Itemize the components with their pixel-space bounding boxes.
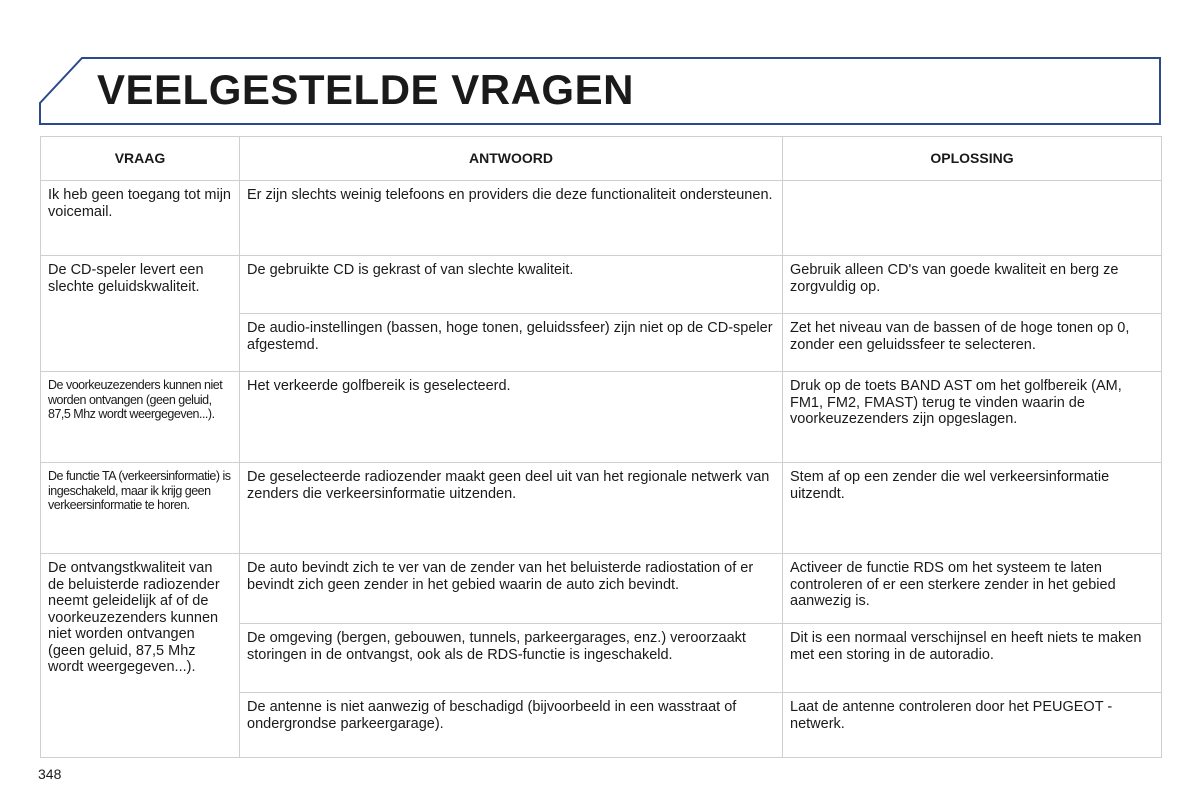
question-cell: Ik heb geen toegang tot mijn voicemail.: [41, 181, 240, 256]
answer-cell: De antenne is niet aanwezig of beschadigd (bijvoorbeeld in een wasstraat of ondergrondse parkeergarage).: [240, 693, 783, 758]
column-header-solution: OPLOSSING: [783, 137, 1162, 181]
solution-cell: Druk op de toets BAND AST om het golfbereik (AM, FM1, FM2, FMAST) terug te vinden waarin de voorkeuzezenders zijn opgeslagen.: [783, 372, 1162, 463]
column-header-question: VRAAG: [41, 137, 240, 181]
answer-cell: De audio-instellingen (bassen, hoge tonen, geluidssfeer) zijn niet op de CD-speler afgestemd.: [240, 314, 783, 372]
table-row: [41, 181, 1162, 256]
table-row: [41, 256, 1162, 314]
table-row: [41, 554, 1162, 624]
answer-cell: De geselecteerde radiozender maakt geen deel uit van het regionale netwerk van zenders die verkeersinformatie uitzenden.: [240, 463, 783, 554]
faq-table: [40, 136, 1162, 758]
answer-cell: Er zijn slechts weinig telefoons en providers die deze functionaliteit ondersteunen.: [240, 181, 783, 256]
solution-cell: Stem af op een zender die wel verkeersinformatie uitzendt.: [783, 463, 1162, 554]
column-header-answer: ANTWOORD: [240, 137, 783, 181]
answer-cell: De gebruikte CD is gekrast of van slechte kwaliteit.: [240, 256, 783, 314]
solution-cell: Dit is een normaal verschijnsel en heeft niets te maken met een storing in de autoradio.: [783, 624, 1162, 693]
question-cell: De ontvangstkwaliteit van de beluisterde radiozender neemt geleidelijk af of de voorkeuzezenders kunnen niet worden ontvangen (geen geluid, 87,5 Mhz wordt weergegeven...).: [41, 554, 240, 758]
solution-cell: Gebruik alleen CD's van goede kwaliteit en berg ze zorgvuldig op.: [783, 256, 1162, 314]
question-cell: De functie TA (verkeersinformatie) is ingeschakeld, maar ik krijg geen verkeersinformatie te horen.: [41, 463, 240, 554]
page-number: 348: [38, 766, 62, 782]
solution-cell: Laat de antenne controleren door het PEUGEOT -netwerk.: [783, 693, 1162, 758]
answer-cell: Het verkeerde golfbereik is geselecteerd.: [240, 372, 783, 463]
table-row: [41, 463, 1162, 554]
solution-cell: Zet het niveau van de bassen of de hoge tonen op 0, zonder een geluidssfeer te selecteren.: [783, 314, 1162, 372]
title-banner: [0, 0, 1200, 130]
solution-cell: [783, 181, 1162, 256]
table-header-row: [41, 137, 1162, 181]
solution-cell: Activeer de functie RDS om het systeem te laten controleren of er een sterkere zender in het gebied aanwezig is.: [783, 554, 1162, 624]
question-cell: De voorkeuzezenders kunnen niet worden ontvangen (geen geluid, 87,5 Mhz wordt weergegeven...).: [41, 372, 240, 463]
question-cell: De CD-speler levert een slechte geluidskwaliteit.: [41, 256, 240, 372]
table-row: [41, 372, 1162, 463]
page-title: VEELGESTELDE VRAGEN: [97, 66, 634, 113]
answer-cell: De omgeving (bergen, gebouwen, tunnels, parkeergarages, enz.) veroorzaakt storingen in de ontvangst, ook als de RDS-functie is ingeschakeld.: [240, 624, 783, 693]
answer-cell: De auto bevindt zich te ver van de zender van het beluisterde radiostation of er bevindt zich geen zender in het gebied waarin de auto zich bevindt.: [240, 554, 783, 624]
